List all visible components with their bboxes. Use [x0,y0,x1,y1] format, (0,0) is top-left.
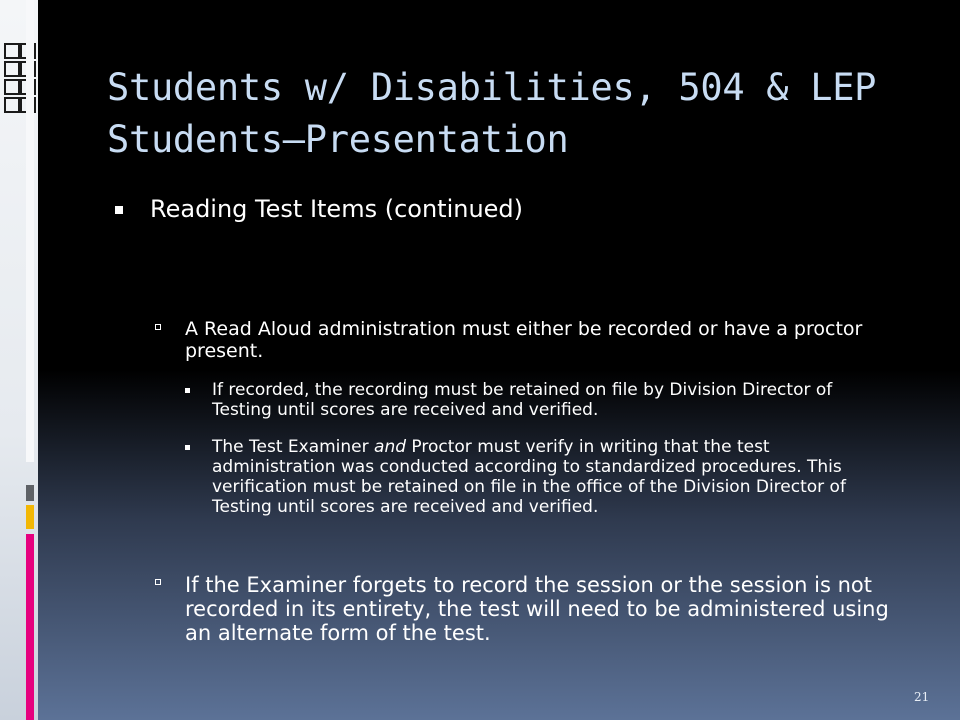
sub-sub-bullet-2-text-end: Proctor must verify in writing that the test administration was conducted according to standardized procedures. This verification must be retained on file in the office of the Division Director of Testing until scores are received and verified. [212,437,846,517]
hollow-square-bullet-icon [155,324,161,330]
strip-bar-yellow [26,505,34,529]
small-square-bullet-icon [185,388,190,393]
strip-bar-magenta [26,534,34,720]
slide-title: Students w/ Disabilities, 504 & LEP Students—Presentation [107,66,877,161]
sub-sub-bullet-2-text-start: The Test Examiner [212,437,375,457]
small-square-bullet-icon [185,445,190,450]
sub-sub-bullet-2-text [212,437,882,517]
strip-bar-gray [26,485,34,501]
bullet-level1-text: Reading Test Items (continued) [150,195,524,223]
hollow-square-bullet-icon [155,579,161,585]
slide-number: 21 [914,690,930,704]
sub-sub-bullet-1-text: If recorded, the recording must be retained on file by Division Director of Testing until scores are received and verified. [212,380,833,420]
filled-square-bullet-icon [115,206,123,214]
left-decorative-strip [0,0,38,720]
strip-bar-white [26,0,34,462]
sub-sub-bullet-2-emphasis: and [374,437,407,457]
sub-bullet-1-text: A Read Aloud administration must either be recorded or have a proctor present. [185,318,863,362]
sub-bullet-2-text: If the Examiner forgets to record the session or the session is not recorded in its entirety, the test will need to be administered using an alternate form of the test. [185,573,889,645]
